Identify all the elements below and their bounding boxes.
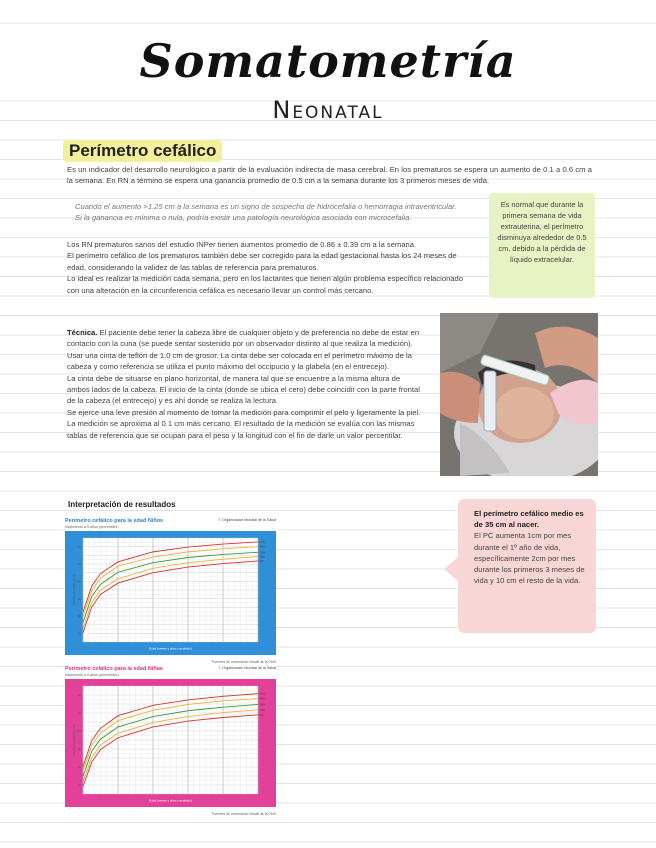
girls-tick-y: 40 [77,747,81,752]
boys-chart-title: Perímetro cefálico para la edad Niños [65,518,164,524]
boys-series-label: 15th [259,554,265,559]
girls-head-circumference-chart [65,666,276,816]
globe-icon: ☉ [218,518,222,522]
globe-icon: ☉ [218,666,222,670]
intro-paragraph: Es un indicador del desarrollo neurológico a partir de la evaluación indirecta de masa cerebral. En los prematuros se espera un aumento de 0.1 a 0.6 cm a la semana. En RN a término se espera una ganancia promedio de 0.5 cm a la semana durante los 3 primeros meses de vida. [67,165,592,186]
girls-who-logo-text: Organización Mundial de la Salud [222,666,276,670]
boys-tick-y: 52 [77,544,81,549]
baby-measurement-photo [440,313,598,476]
girls-series-label: 97th [259,691,265,696]
tecnica-p1: El paciente debe tener la cabeza libre de cualquier objeto y de preferencia no debe de estar en contacto con la cuna (se puede sentar sostenido por un observador distinto al que realiza la medición). [67,328,420,349]
girls-chart-subtitle: Nacimiento a 5 años (percentiles) [65,673,119,677]
boys-tick-y: 36 [77,614,81,619]
pink-note-arrow [444,556,459,582]
girls-tick-y: 32 [77,783,81,788]
tecnica-paragraph-2: Usar una cinta de teflón de 1.0 cm de grosor. La cinta debe ser colocada en el perímetro máximo de la cabeza y como referencia se utiliza el punto máximo del occipucio y la glabela (en el entrecejo). [67,350,412,372]
boys-series-label: 85th [259,544,265,549]
photo-illustration [440,313,598,476]
rn-paragraph-3: Lo ideal es realizar la medición cada semana, pero en los lactantes que tienen algún problema específico relacionado con una alteración en la circunferencia cefálica es necesario llevar un control más cercano. [67,274,463,295]
tecnica-paragraph-4: Se ejerce una leve presión al momento de tomar la medición para comprimir el pelo y ligeramente la piel. La medición se aproxima al 0.1 cm más cercano. El resultado de la medición se evalúa con las mismas tablas de referencia que se ocupan para el peso y la longitud con el fin de darle un valor percentilar. [67,407,421,440]
section-heading: Perímetro cefálico [63,140,222,162]
girls-chart-footer: Patrones de crecimiento infantil de la OMS [211,812,276,816]
pink-note-bold: El perímetro cefálico medio es de 35 cm al nacer. [474,509,584,530]
boys-tick-y: 32 [77,631,81,636]
boys-tick-y: 40 [77,596,81,601]
boys-chart-subtitle: Nacimiento a 5 años (percentiles) [65,525,119,529]
girls-who-logo [218,666,276,670]
girls-tick-y: 36 [77,765,81,770]
pink-note-text: El PC aumenta 1cm por mes durante el 1º año de vida, específicamente 2cm por mes durante los primeros 3 meses de vida y 10 cm el resto de la vida. [474,531,585,586]
girls-series-label: 3rd [259,712,264,717]
girls-chart-title: Perímetro cefálico para la edad Niñas [65,666,163,672]
girls-tick-y: 44 [77,729,81,734]
pink-note [458,499,596,633]
girls-tick-y: 52 [77,693,81,698]
boys-head-circumference-chart [65,518,276,664]
girls-series-label: 85th [259,696,265,701]
boys-xlabel: Edad (meses y años cumplidos) [149,646,192,651]
page-subtitle: Neonatal [272,96,384,124]
rn-paragraph-2: El perímetro cefálico de los prematuros también debe ser corregido para la edad gestacional hasta los 24 meses de edad, considerando la validez de las tablas de referencia para prematuros. [67,251,457,272]
tecnica-paragraph-1 [67,327,422,350]
rn-paragraphs [67,239,467,296]
boys-series-label: 97th [259,539,265,544]
boys-chart-footer: Patrones de crecimiento infantil de la OMS [211,660,276,664]
girls-chart-plot [71,682,270,804]
girls-series-label: 15th [259,707,265,712]
boys-who-logo-text: Organización Mundial de la Salud [222,518,276,522]
page-title: Somatometría [0,34,656,88]
boys-tick-y: 48 [77,562,81,567]
boys-ylabel: Perímetro cefálico (cm) [72,574,76,606]
interpretation-heading: Interpretación de resultados [68,500,176,509]
warning-paragraph: Cuando el aumento >1.25 cm a la semana es un signo de sospecha de hidrocefalia o hemorragia intraventricular. Si la ganancia es mínima o nula, podría existir una patología neurológica asociada con microcefalia. [75,202,457,223]
tecnica-text [67,327,422,441]
green-note: Es normal que durante la primera semana de vida extrauterina, el perímetro disminuya alrededor de 0.5 cm, debido a la pérdida de líquido extracelular. [489,193,595,298]
girls-ylabel: Perímetro cefálico (cm) [72,724,76,756]
boys-tick-y: 44 [77,579,81,584]
girls-series-label: 50th [259,702,265,707]
girls-xlabel: Edad (meses y años cumplidos) [149,798,192,803]
boys-series-label: 50th [259,550,265,555]
tecnica-label: Técnica. [67,328,98,337]
girls-tick-y: 48 [77,711,81,716]
boys-series-label: 3rd [259,558,264,563]
tecnica-paragraph-3: La cinta debe de situarse en plano horizontal, de manera tal que se encuentre a la misma altura de ambos lados de la cabeza. El inicio de la cinta (donde se ubica el cero) debe coincidir con la parte frontal de la cabeza (el entrecejo) y es ahí donde se realiza la lectura. [67,373,420,406]
boys-chart-plot [71,534,270,652]
boys-who-logo [218,518,276,522]
rn-paragraph-1: Los RN prematuros sanos del estudio INPer tienen aumentos promedio de 0.86 ± 0.39 cm a la semana. [67,240,417,249]
